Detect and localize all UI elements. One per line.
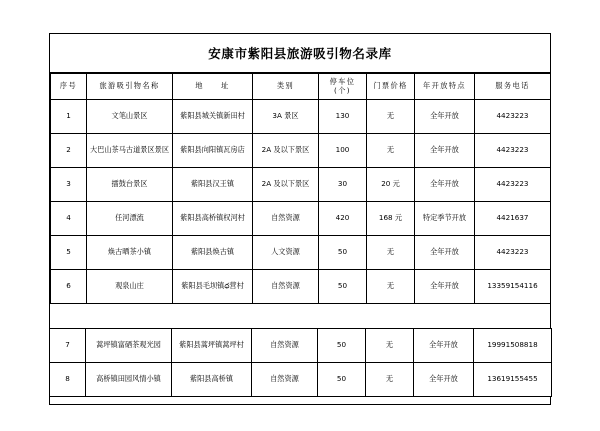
cell-parking: 420 <box>319 202 367 236</box>
cell-address: 紫阳县蒿坪镇蒿坪村 <box>172 329 252 363</box>
table-row <box>51 202 551 236</box>
table-row <box>50 363 552 397</box>
cell-opening: 全年开放 <box>414 363 474 397</box>
cell-name: 大巴山茶马古道景区景区 <box>87 134 173 168</box>
tourism-attraction-table-continued <box>49 328 552 397</box>
cell-category: 自然资源 <box>253 202 319 236</box>
column-header-parking: 停车位 (个) <box>319 74 367 100</box>
cell-parking: 130 <box>319 100 367 134</box>
cell-no: 6 <box>51 270 87 304</box>
cell-no: 3 <box>51 168 87 202</box>
cell-parking: 100 <box>319 134 367 168</box>
cell-parking: 30 <box>319 168 367 202</box>
title-band <box>50 34 550 73</box>
cell-no: 7 <box>50 329 86 363</box>
cell-opening: 全年开放 <box>415 168 475 202</box>
cell-no: 5 <box>51 236 87 270</box>
cell-opening: 特定季节开放 <box>415 202 475 236</box>
tourism-attraction-table <box>50 73 551 304</box>
cell-address: 紫阳县焕古镇 <box>173 236 253 270</box>
cell-parking: 50 <box>319 270 367 304</box>
column-header-opening: 年开放特点 <box>415 74 475 100</box>
cell-ticket: 无 <box>367 236 415 270</box>
cell-category: 2A 及以下景区 <box>253 168 319 202</box>
cell-ticket: 无 <box>366 329 414 363</box>
cell-phone: 13619155455 <box>474 363 552 397</box>
cell-opening: 全年开放 <box>415 100 475 134</box>
cell-phone: 4423223 <box>475 236 551 270</box>
cell-ticket: 无 <box>367 270 415 304</box>
cell-no: 8 <box>50 363 86 397</box>
cell-phone: 4423223 <box>475 168 551 202</box>
column-header-phone: 服务电话 <box>475 74 551 100</box>
cell-address: 紫阳县高桥镇 <box>172 363 252 397</box>
cell-category: 自然资源 <box>252 329 318 363</box>
cell-address: 紫阳县高桥镇权河村 <box>173 202 253 236</box>
column-header-no: 序号 <box>51 74 87 100</box>
cell-name: 焕古晒茶小镇 <box>87 236 173 270</box>
cell-no: 1 <box>51 100 87 134</box>
cell-parking: 50 <box>318 329 366 363</box>
cell-name: 擂鼓台景区 <box>87 168 173 202</box>
cell-no: 4 <box>51 202 87 236</box>
cell-category: 2A 及以下景区 <box>253 134 319 168</box>
cell-phone: 4423223 <box>475 134 551 168</box>
cell-ticket: 20 元 <box>367 168 415 202</box>
column-header-category: 类别 <box>253 74 319 100</box>
table-continuation <box>49 328 551 397</box>
cell-category: 3A 景区 <box>253 100 319 134</box>
cell-parking: 50 <box>319 236 367 270</box>
cell-opening: 全年开放 <box>415 134 475 168</box>
column-header-address: 地 址 <box>173 74 253 100</box>
column-header-name: 旅游吸引物名称 <box>87 74 173 100</box>
cell-address: 紫阳县城关镇新田村 <box>173 100 253 134</box>
cell-phone: 4423223 <box>475 100 551 134</box>
cell-name: 任河漂流 <box>87 202 173 236</box>
cell-opening: 全年开放 <box>414 329 474 363</box>
table-row <box>51 100 551 134</box>
table-row <box>51 236 551 270</box>
page-title: 安康市紫阳县旅游吸引物名录库 <box>208 46 392 61</box>
cell-category: 自然资源 <box>252 363 318 397</box>
cell-name: 高桥镇田园风情小镇 <box>86 363 172 397</box>
cell-parking: 50 <box>318 363 366 397</box>
cell-phone: 13359154116 <box>475 270 551 304</box>
cell-address: 紫阳县汉王镇 <box>173 168 253 202</box>
cell-name: 蒿坪镇富硒茶观光园 <box>86 329 172 363</box>
table-row <box>51 134 551 168</box>
cell-category: 人文资源 <box>253 236 319 270</box>
cell-name: 观泉山庄 <box>87 270 173 304</box>
cell-no: 2 <box>51 134 87 168</box>
cell-opening: 全年开放 <box>415 236 475 270</box>
cell-ticket: 168 元 <box>367 202 415 236</box>
cell-address: 紫阳县毛坝镇ధ营村 <box>173 270 253 304</box>
table-row <box>51 168 551 202</box>
table-row <box>51 270 551 304</box>
table-header-row <box>51 74 551 100</box>
cell-category: 自然资源 <box>253 270 319 304</box>
cell-phone: 19991508818 <box>474 329 552 363</box>
cell-name: 文笔山景区 <box>87 100 173 134</box>
cell-opening: 全年开放 <box>415 270 475 304</box>
cell-phone: 4421637 <box>475 202 551 236</box>
table-row <box>50 329 552 363</box>
cell-ticket: 无 <box>367 100 415 134</box>
cell-ticket: 无 <box>366 363 414 397</box>
cell-address: 紫阳县向阳镇瓦房店 <box>173 134 253 168</box>
cell-ticket: 无 <box>367 134 415 168</box>
column-header-ticket: 门票价格 <box>367 74 415 100</box>
